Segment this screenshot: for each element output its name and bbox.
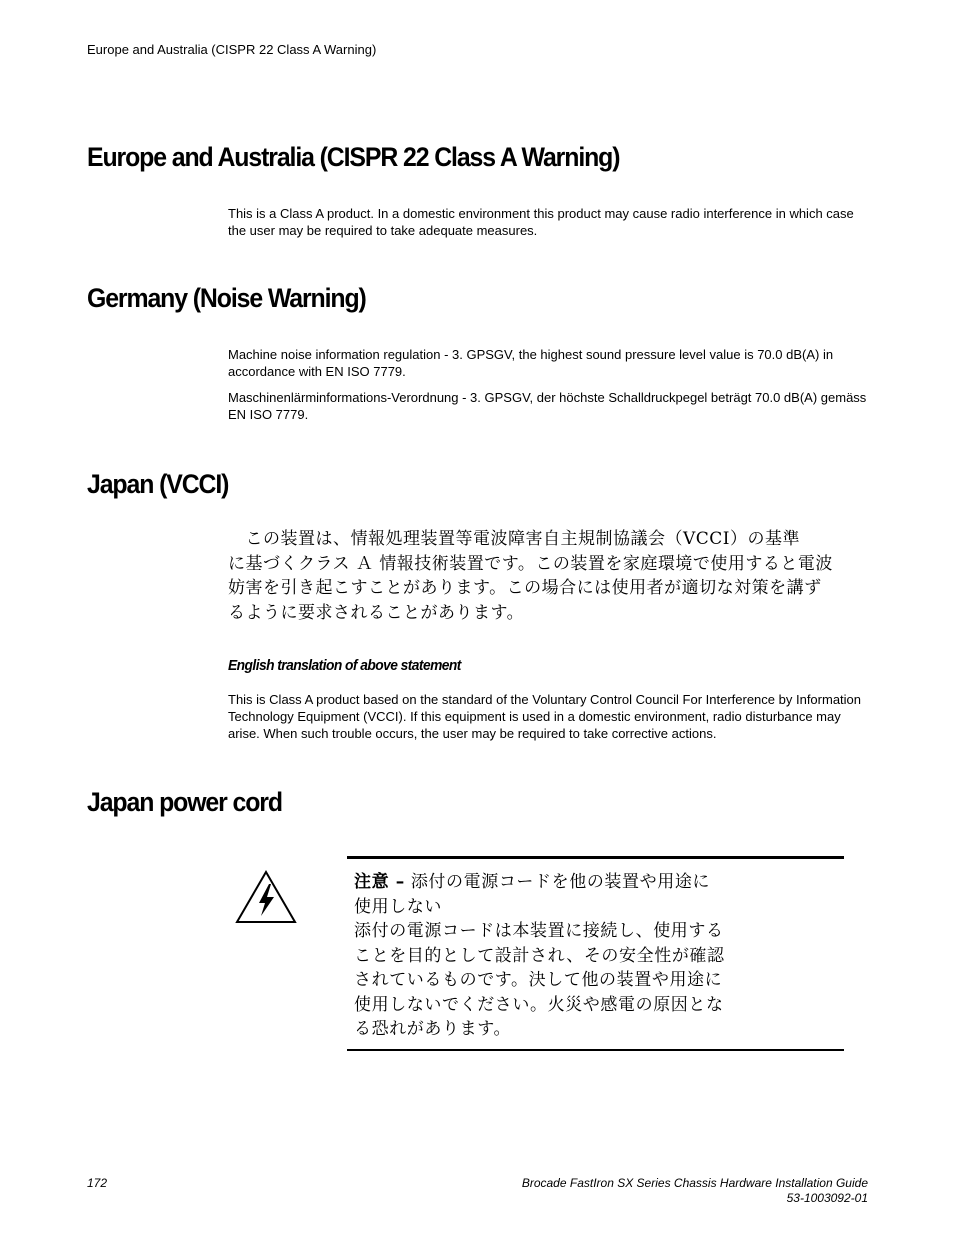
heading-japan-power-cord: Japan power cord: [87, 787, 282, 817]
warning-line: されているものです。決して他の装置や用途に: [354, 970, 723, 990]
japanese-line: に基づくクラス Ａ 情報技術装置です。この装置を家庭環境で使用すると電波: [228, 553, 833, 574]
heading-japan-vcci: Japan (VCCI): [87, 469, 229, 499]
japanese-vcci-statement: [228, 527, 878, 625]
footer-doc-number: 53-1003092-01: [786, 1191, 868, 1205]
running-header: Europe and Australia (CISPR 22 Class A Warning): [87, 42, 377, 57]
heading-europe-australia: Europe and Australia (CISPR 22 Class A Warning): [87, 142, 620, 172]
warning-top-rule: [347, 856, 844, 859]
warning-bottom-rule: [347, 1049, 844, 1051]
electrical-hazard-warning-icon: [234, 869, 298, 925]
warning-line: ことを目的として設計され、その安全性が確認: [354, 945, 725, 966]
power-cord-warning-text: [354, 870, 849, 1042]
japanese-line: この装置は、情報処理装置等電波障害自主規制協議会（VCCI）の基準: [228, 529, 801, 549]
subheading-english-translation: English translation of above statement: [228, 657, 461, 674]
paragraph-europe-australia: This is a Class A product. In a domestic environment this product may cause radio interference in which case the user may be required to take adequate measures.: [228, 206, 854, 238]
paragraph-vcci-translation: This is Class A product based on the standard of the Voluntary Control Council For Interference by Information Technology Equipment (VCCI). If this equipment is used in a domestic environment, radio disturbance may arise. When such trouble occurs, the user may be required to take corrective actions.: [228, 692, 862, 741]
warning-line: 使用しない: [354, 896, 442, 917]
warning-line: 添付の電源コードは本装置に接続し、使用する: [354, 921, 724, 941]
power-cord-warning-figure: [228, 855, 848, 1055]
warning-label: 注意 –: [354, 872, 405, 892]
page-number: 172: [87, 1176, 108, 1190]
footer-doc-title: Brocade FastIron SX Series Chassis Hardware Installation Guide: [521, 1176, 868, 1190]
heading-germany: Germany (Noise Warning): [87, 283, 366, 313]
warning-line: 使用しないでください。火災や感電の原因とな: [354, 994, 724, 1015]
warning-line: 注意 – 添付の電源コードを他の装置や用途に: [354, 872, 711, 892]
japanese-line: 妨害を引き起こすことがあります。この場合には使用者が適切な対策を講ず: [228, 578, 822, 598]
japanese-line: るように要求されることがあります。: [228, 602, 525, 623]
paragraph-germany-de: Maschinenlärminformations-Verordnung - 3. GPSGV, der höchste Schalldruckpegel beträgt 70.0 dB(A) gemäss EN ISO 7779.: [228, 390, 867, 422]
footer-doc-info: [522, 1176, 868, 1206]
paragraph-germany-en: Machine noise information regulation - 3. GPSGV, the highest sound pressure level value is 70.0 dB(A) in accordance with EN ISO 7779.: [228, 347, 834, 379]
warning-line: る恐れがあります。: [354, 1019, 512, 1039]
